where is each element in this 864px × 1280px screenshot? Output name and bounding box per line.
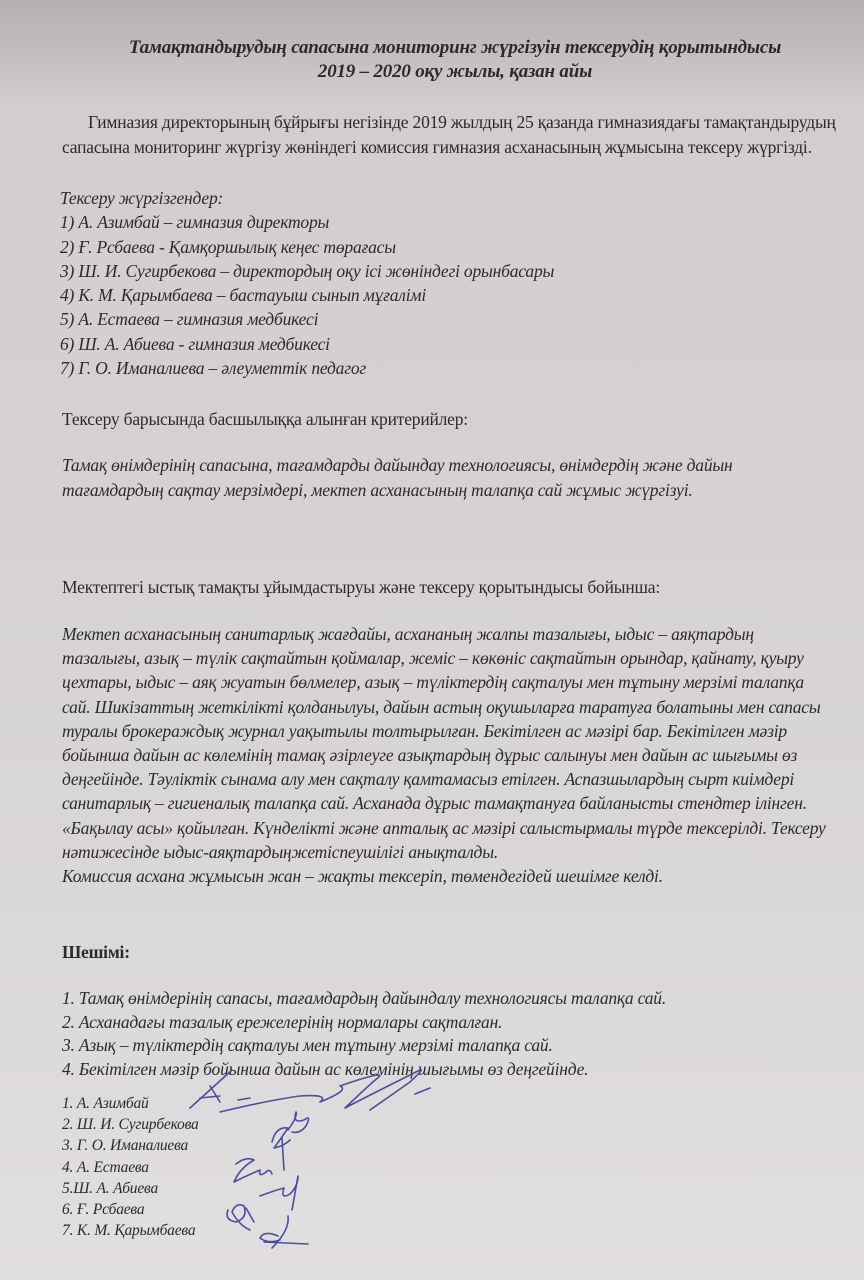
- signer-item: 3. Г. О. Иманалиева: [62, 1137, 189, 1155]
- criteria-heading: Тексеру барысында басшылыққа алынған критерийлер:: [62, 409, 468, 429]
- document-title: [60, 36, 850, 84]
- inspector-item: 1) А. Азимбай – гимназия директоры: [60, 212, 330, 233]
- signature-karymbaeva: [260, 1216, 308, 1248]
- organization-text: Мектеп асханасының санитарлық жағдайы, асхананың жалпы тазалығы, ыдыс – аяқтардың тазалығы, азық – түлік сақтайтын қоймалар, жеміс – көкөніс сақтайтын орындар, қайнату, қуыру цехтары, ыдыс – аяқ жуатын бөлмелер, азық – түліктердің сақталуы мен тұтыну мерзімі талапқа сай. Шикізаттың жеткілікті қолданылуы, дайын астың оқушыларға таратуға болатыны мен сапасы туралы брокераждық журнал уақытылы толтырылған. Бекітілген ас мәзірі бар. Бекітілген мәзір бойынша дайын ас көлемінің тамақ әзірлеуге азықтардың дұрыс салынуы мен дайын ас шығымы өз деңгейінде. Тәуліктік сынама алу мен сақталу қамтамасыз етілген. Аспазшылардың сырт киімдері санитарлық – гигиеналық талапқа сай. Асханада дұрыс тамақтануға байланысты стендтер ілінген. «Бақылау асы» қойылған. Күнделікті және апталық ас мәзірі салыстырмалы түрде тексерілді. Тексеру нәтижесінде ыдыс-аяқтардыңжетіспеушілігі анықталды.: [62, 624, 826, 862]
- signature-rsbaeva: [227, 1205, 254, 1230]
- inspectors-list: [60, 186, 820, 380]
- inspectors-heading: Тексеру жүргізгендер:: [60, 188, 224, 208]
- decision-item: 4. Бекітілген мәзір бойынша дайын ас көлемінің шығымы өз деңгейінде.: [62, 1058, 589, 1079]
- signature-estaeva: [234, 1159, 272, 1182]
- inspector-item: 5) А. Естаева – гимназия медбикесі: [60, 309, 319, 330]
- signature-abieva: [260, 1176, 298, 1210]
- signature-azimbai: [190, 1070, 430, 1112]
- organization-section: [62, 622, 832, 888]
- criteria-text: Тамақ өнімдерінің сапасына, тағамдарды дайындау технологиясы, өнімдердің және дайын тағамдардың сақтау мерзімдері, мектеп асханасының талапқа сай жұмыс жүргізуі.: [62, 455, 733, 500]
- signer-item: 1. А. Азимбай: [62, 1095, 149, 1112]
- signer-item: 7. К. М. Қарымбаева: [62, 1222, 196, 1240]
- signer-item: 4. А. Естаева: [62, 1158, 149, 1176]
- title-line-2: 2019 – 2020 оқу жылы, қазан айы: [317, 61, 593, 82]
- inspector-item: 6) Ш. А. Абиева - гимназия медбикесі: [60, 333, 330, 354]
- handwritten-signatures: [180, 1060, 440, 1260]
- signer-item: 6. Ғ. Рсбаева: [62, 1200, 145, 1218]
- signer-item: 2. Ш. И. Сугирбекова: [62, 1116, 199, 1134]
- inspector-item: 3) Ш. И. Сугирбекова – директордың оқу ісі жөніндегі орынбасары: [60, 260, 555, 281]
- decision-heading: Шешімі:: [62, 942, 130, 962]
- inspector-item: 4) К. М. Қарымбаева – бастауыш сынып мұғалімі: [60, 285, 427, 306]
- decisions-list: [62, 986, 822, 1080]
- intro-paragraph: Гимназия директорының бұйрығы негізінде 2019 жылдың 25 қазанда гимназиядағы тамақтандырудың сапасына мониторинг жүргізу жөніндегі комиссия гимназия асханасының жұмысына тексеру жүргізді.: [62, 112, 836, 157]
- decision-item: 1. Тамақ өнімдерінің сапасы, тағамдардың дайындалу технологиясы талапқа сай.: [62, 988, 667, 1008]
- inspector-item: 7) Г. О. Иманалиева – әлеуметтік педагог: [60, 358, 367, 379]
- signers-list: [62, 1093, 199, 1241]
- title-line-1: Тамақтандырудың сапасына мониторинг жүргізуін тексерудің қорытындысы: [128, 37, 782, 58]
- commission-text: Комиссия асхана жұмысын жан – жақты тексеріп, төмендегідей шешімге келді.: [62, 866, 663, 887]
- signature-imanalieva: [272, 1128, 290, 1170]
- decision-item: 2. Асханадағы тазалық ережелерінің нормалары сақталған.: [62, 1011, 503, 1032]
- organization-heading: Мектептегі ыстық тамақты ұйымдастыруы және тексеру қорытындысы бойынша:: [62, 577, 660, 597]
- inspector-item: 2) Ғ. Рсбаева - Қамқоршылық кеңес төрағасы: [60, 236, 396, 257]
- signature-sugirbekova: [288, 1112, 309, 1132]
- decision-item: 3. Азық – түліктердің сақталуы мен тұтыну мерзімі талапқа сай.: [62, 1035, 553, 1055]
- signer-item: 5.Ш. А. Абиева: [62, 1179, 158, 1197]
